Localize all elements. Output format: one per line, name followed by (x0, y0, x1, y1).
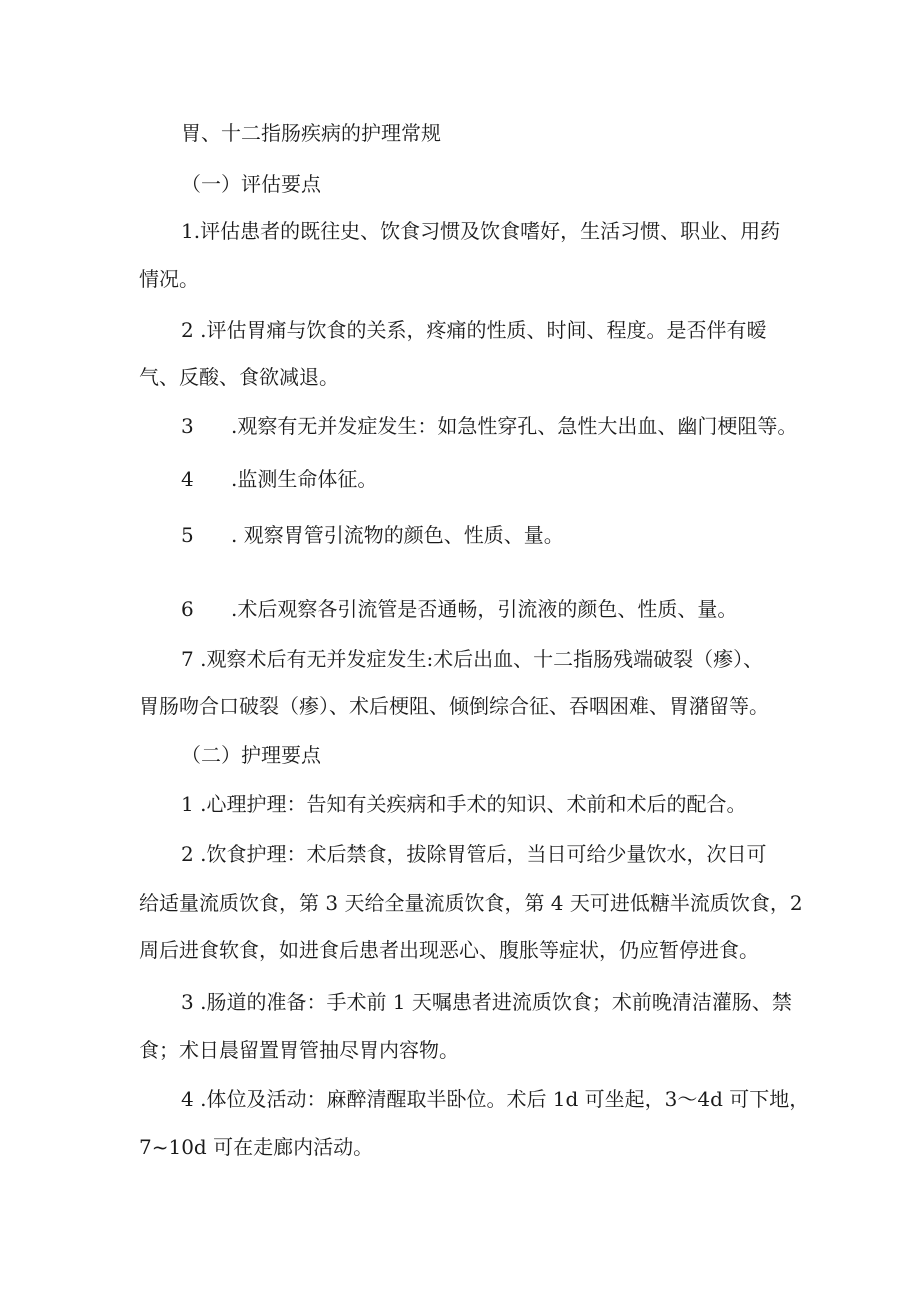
assessment-item-7-line-1: 7 .观察术后有无并发症发生:术后出血、十二指肠残端破裂（瘆）、 (181, 647, 764, 671)
assessment-item-4-text: .监测生命体征。 (231, 467, 378, 491)
assessment-item-1-line-1: 1.评估患者的既往史、饮食习惯及饮食嗜好，生活习惯、职业、用药 (181, 219, 781, 243)
assessment-item-3-number: 3 (181, 414, 194, 438)
section-heading-assessment: （一）评估要点 (181, 172, 321, 196)
nursing-item-2-line-2: 给适量流质饮食，第 3 天给全量流质饮食，第 4 天可进低糖半流质饮食，2 (139, 891, 803, 915)
assessment-item-2-line-2: 气、反酸、食欲减退。 (139, 365, 339, 389)
assessment-item-6-number: 6 (181, 597, 194, 621)
nursing-item-2-line-3: 周后进食软食，如进食后患者出现恶心、腹胀等症状，仍应暂停进食。 (139, 938, 759, 962)
assessment-item-4-number: 4 (181, 467, 194, 491)
nursing-item-3-line-1: 3 .肠道的准备：手术前 1 天嘱患者进流质饮食；术前晚清洁灌肠、禁 (181, 990, 792, 1014)
nursing-item-1: 1 .心理护理：告知有关疾病和手术的知识、术前和术后的配合。 (181, 792, 747, 816)
section-heading-nursing: （二）护理要点 (181, 743, 321, 767)
nursing-item-2-line-1: 2 .饮食护理：术后禁食，拔除胃管后，当日可给少量饮水，次日可 (181, 842, 767, 866)
assessment-item-5-number: 5 (181, 523, 194, 547)
assessment-item-1-line-2: 情况。 (139, 267, 199, 291)
assessment-item-2-line-1: 2 .评估胃痛与饮食的关系，疼痛的性质、时间、程度。是否伴有暧 (181, 318, 767, 342)
document-title: 胃、十二指肠疾病的护理常规 (181, 121, 441, 145)
nursing-item-3-line-2: 食；术日晨留置胃管抽尽胃内容物。 (139, 1038, 459, 1062)
assessment-item-6-text: .术后观察各引流管是否通畅，引流液的颜色、性质、量。 (231, 597, 738, 621)
nursing-item-4-line-1: 4 .体位及活动：麻醉清醒取半卧位。术后 1d 可坐起，3～4d 可下地， (181, 1087, 810, 1111)
assessment-item-3-text: .观察有无并发症发生：如急性穿孔、急性大出血、幽门梗阻等。 (231, 414, 798, 438)
assessment-item-5-text: . 观察胃管引流物的颜色、性质、量。 (231, 523, 564, 547)
nursing-item-4-line-2: 7~10d 可在走廊内活动。 (139, 1135, 374, 1159)
assessment-item-7-line-2: 胃肠吻合口破裂（瘆）、术后梗阻、倾倒综合征、吞咽困难、胃潴留等。 (139, 694, 769, 718)
